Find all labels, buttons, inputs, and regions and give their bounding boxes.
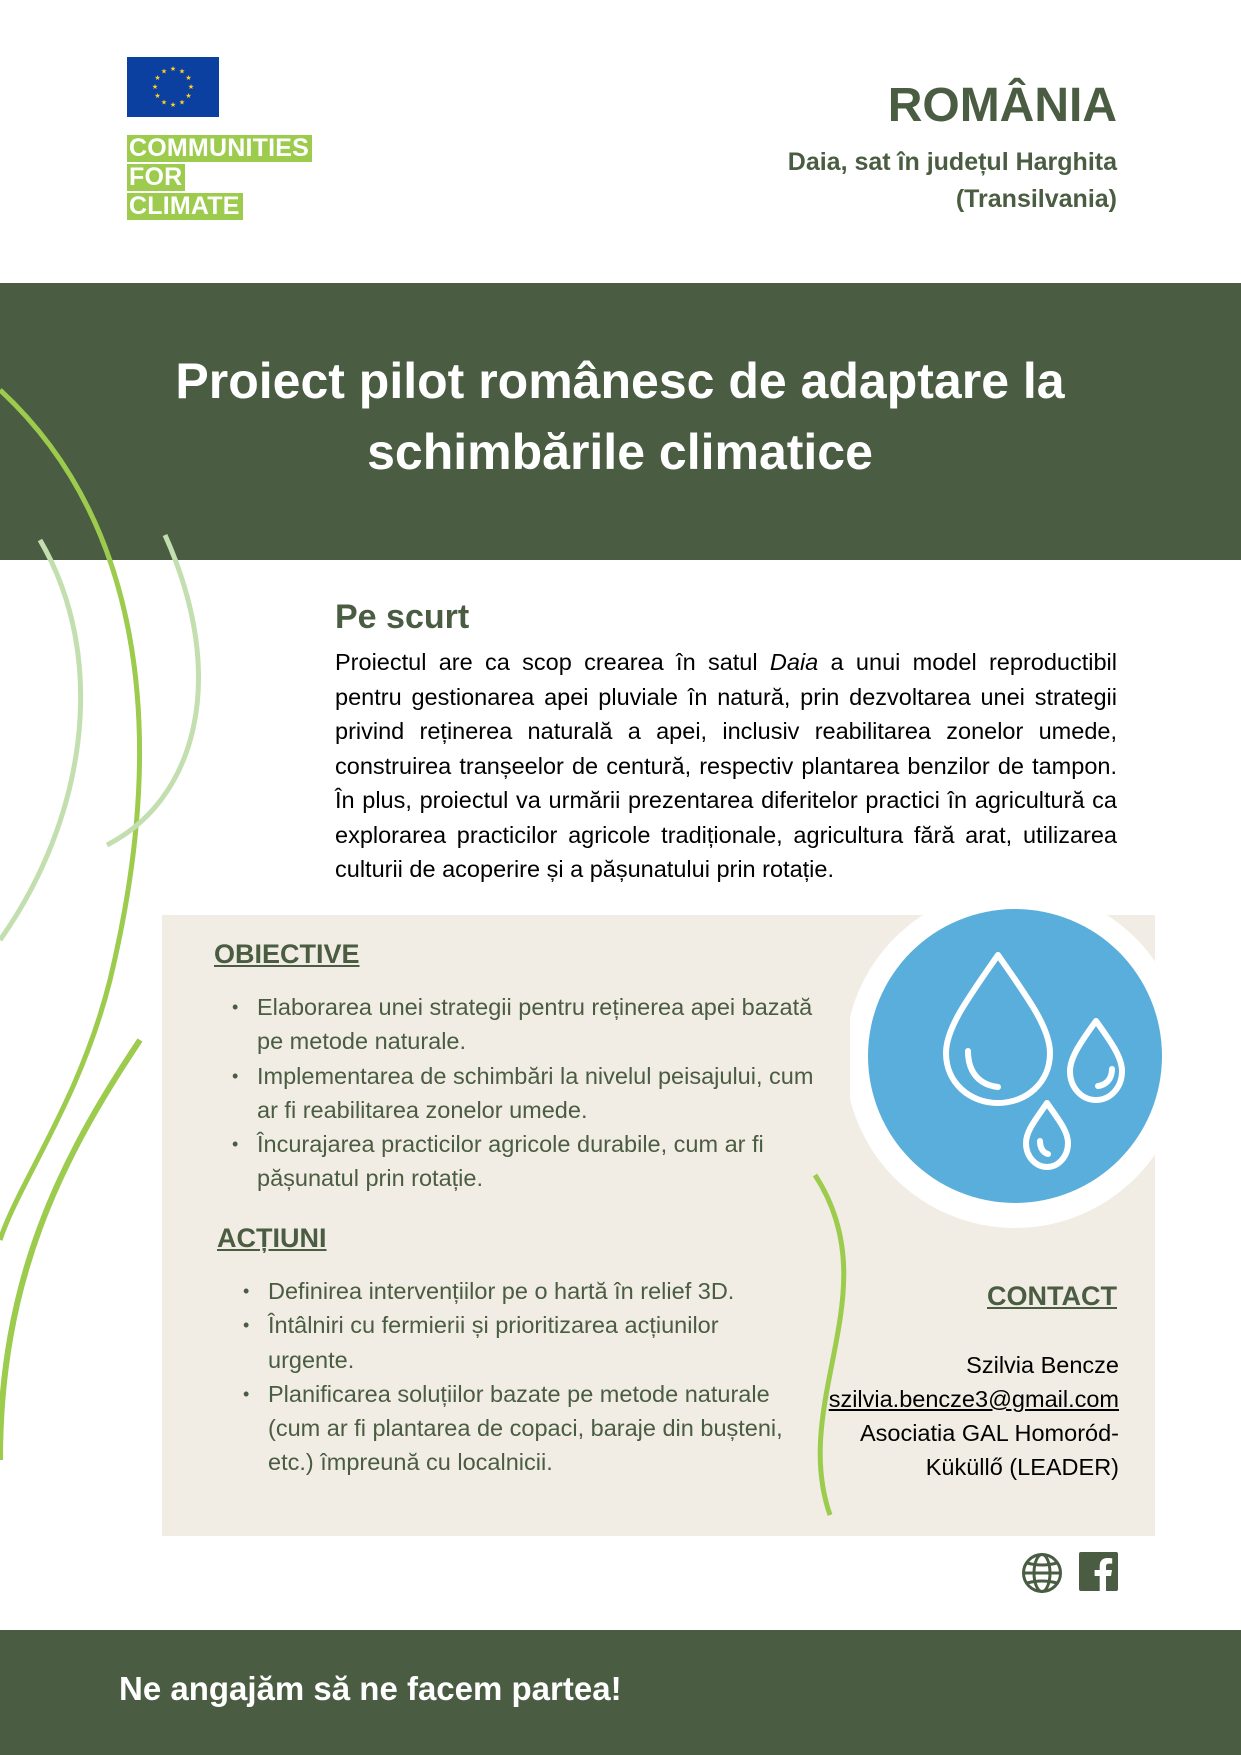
contact-org-line-1: Asociatia GAL Homoród-	[859, 1420, 1119, 1446]
logo-word-3: CLIMATE	[127, 193, 243, 220]
svg-text:★: ★	[187, 83, 195, 91]
eu-stars-icon	[127, 57, 219, 117]
contact-details	[759, 1348, 1119, 1484]
country-title: ROMÂNIA	[887, 79, 1117, 132]
list-item: • Elaborarea unei strategii pentru reținerea apei bazată pe metode naturale.	[257, 990, 817, 1059]
summary-text-italic: Daia	[769, 649, 819, 675]
eu-flag-logo	[127, 57, 219, 117]
location-line-1: Daia, sat în județul Harghita	[787, 148, 1117, 176]
contact-name: Szilvia Bencze	[966, 1352, 1119, 1378]
list-item: • Planificarea soluțiilor bazate pe metode naturale (cum ar fi plantarea de copaci, baraje din bușteni, etc.) împreună cu localnicii.	[268, 1377, 798, 1480]
svg-text:★: ★	[169, 101, 177, 109]
summary-paragraph	[335, 645, 1117, 887]
svg-text:★: ★	[154, 74, 161, 82]
svg-text:★: ★	[151, 83, 159, 91]
objectives-heading: OBIECTIVE	[214, 939, 360, 969]
location-line-2: (Transilvania)	[955, 185, 1117, 213]
hero-title-line-2: schimbările climatice	[367, 424, 873, 480]
list-item: • Implementarea de schimbări la nivelul peisajului, cum ar fi reabilitarea zonelor umede.	[257, 1059, 817, 1128]
svg-text:★: ★	[160, 98, 168, 107]
communities-for-climate-logo	[127, 135, 312, 222]
contact-heading: CONTACT	[987, 1281, 1117, 1311]
svg-text:★: ★	[178, 67, 186, 76]
svg-text:★: ★	[178, 98, 186, 107]
actions-list	[268, 1274, 798, 1480]
list-item: • Întâlniri cu fermierii și prioritizarea acțiunilor urgente.	[268, 1308, 798, 1377]
logo-word-2: FOR	[127, 164, 185, 191]
contact-org-line-2: Küküllő (LEADER)	[925, 1454, 1119, 1480]
actions-heading: ACȚIUNI	[217, 1223, 327, 1253]
water-drops-icon	[850, 903, 1180, 1233]
list-item: • Definirea intervențiilor pe o hartă în relief 3D.	[268, 1274, 798, 1308]
contact-email-link[interactable]: szilvia.bencze3@gmail.com	[828, 1386, 1119, 1412]
svg-text:★: ★	[185, 74, 192, 82]
hero-title-line-1: Proiect pilot românesc de adaptare la	[175, 353, 1065, 409]
list-item: • Încurajarea practicilor agricole durabile, cum ar fi pășunatul prin rotație.	[257, 1127, 817, 1196]
globe-icon[interactable]	[1021, 1552, 1063, 1594]
svg-text:★: ★	[160, 67, 168, 76]
svg-text:★: ★	[169, 65, 177, 73]
location-subtitle	[697, 144, 1117, 218]
hero-title	[110, 346, 1130, 488]
footer-slogan: Ne angajăm să ne facem partea!	[119, 1670, 622, 1707]
logo-word-1: COMMUNITIES	[127, 135, 312, 162]
facebook-icon[interactable]	[1079, 1552, 1118, 1591]
summary-text-after: a unui model reproductibil pentru gestionarea apei pluviale în natură, prin dezvoltarea unei strategii privind reținerea naturală a apei, inclusiv reabilitarea zonelor umede, construirea tranșeelor de centură, respectiv plantarea benzilor de tampon. În plus, proiectul va urmării prezentarea diferitelor practici în agricultură ca explorarea practicilor agricole tradiționale, agricultura fără arat, utilizarea culturii de acoperire și a pășunatului prin rotație.	[335, 649, 1117, 882]
objectives-list	[257, 990, 817, 1196]
summary-heading: Pe scurt	[335, 598, 470, 636]
svg-text:★: ★	[185, 92, 192, 100]
summary-text-before: Proiectul are ca scop crearea în satul	[335, 649, 770, 675]
svg-text:★: ★	[154, 92, 161, 100]
